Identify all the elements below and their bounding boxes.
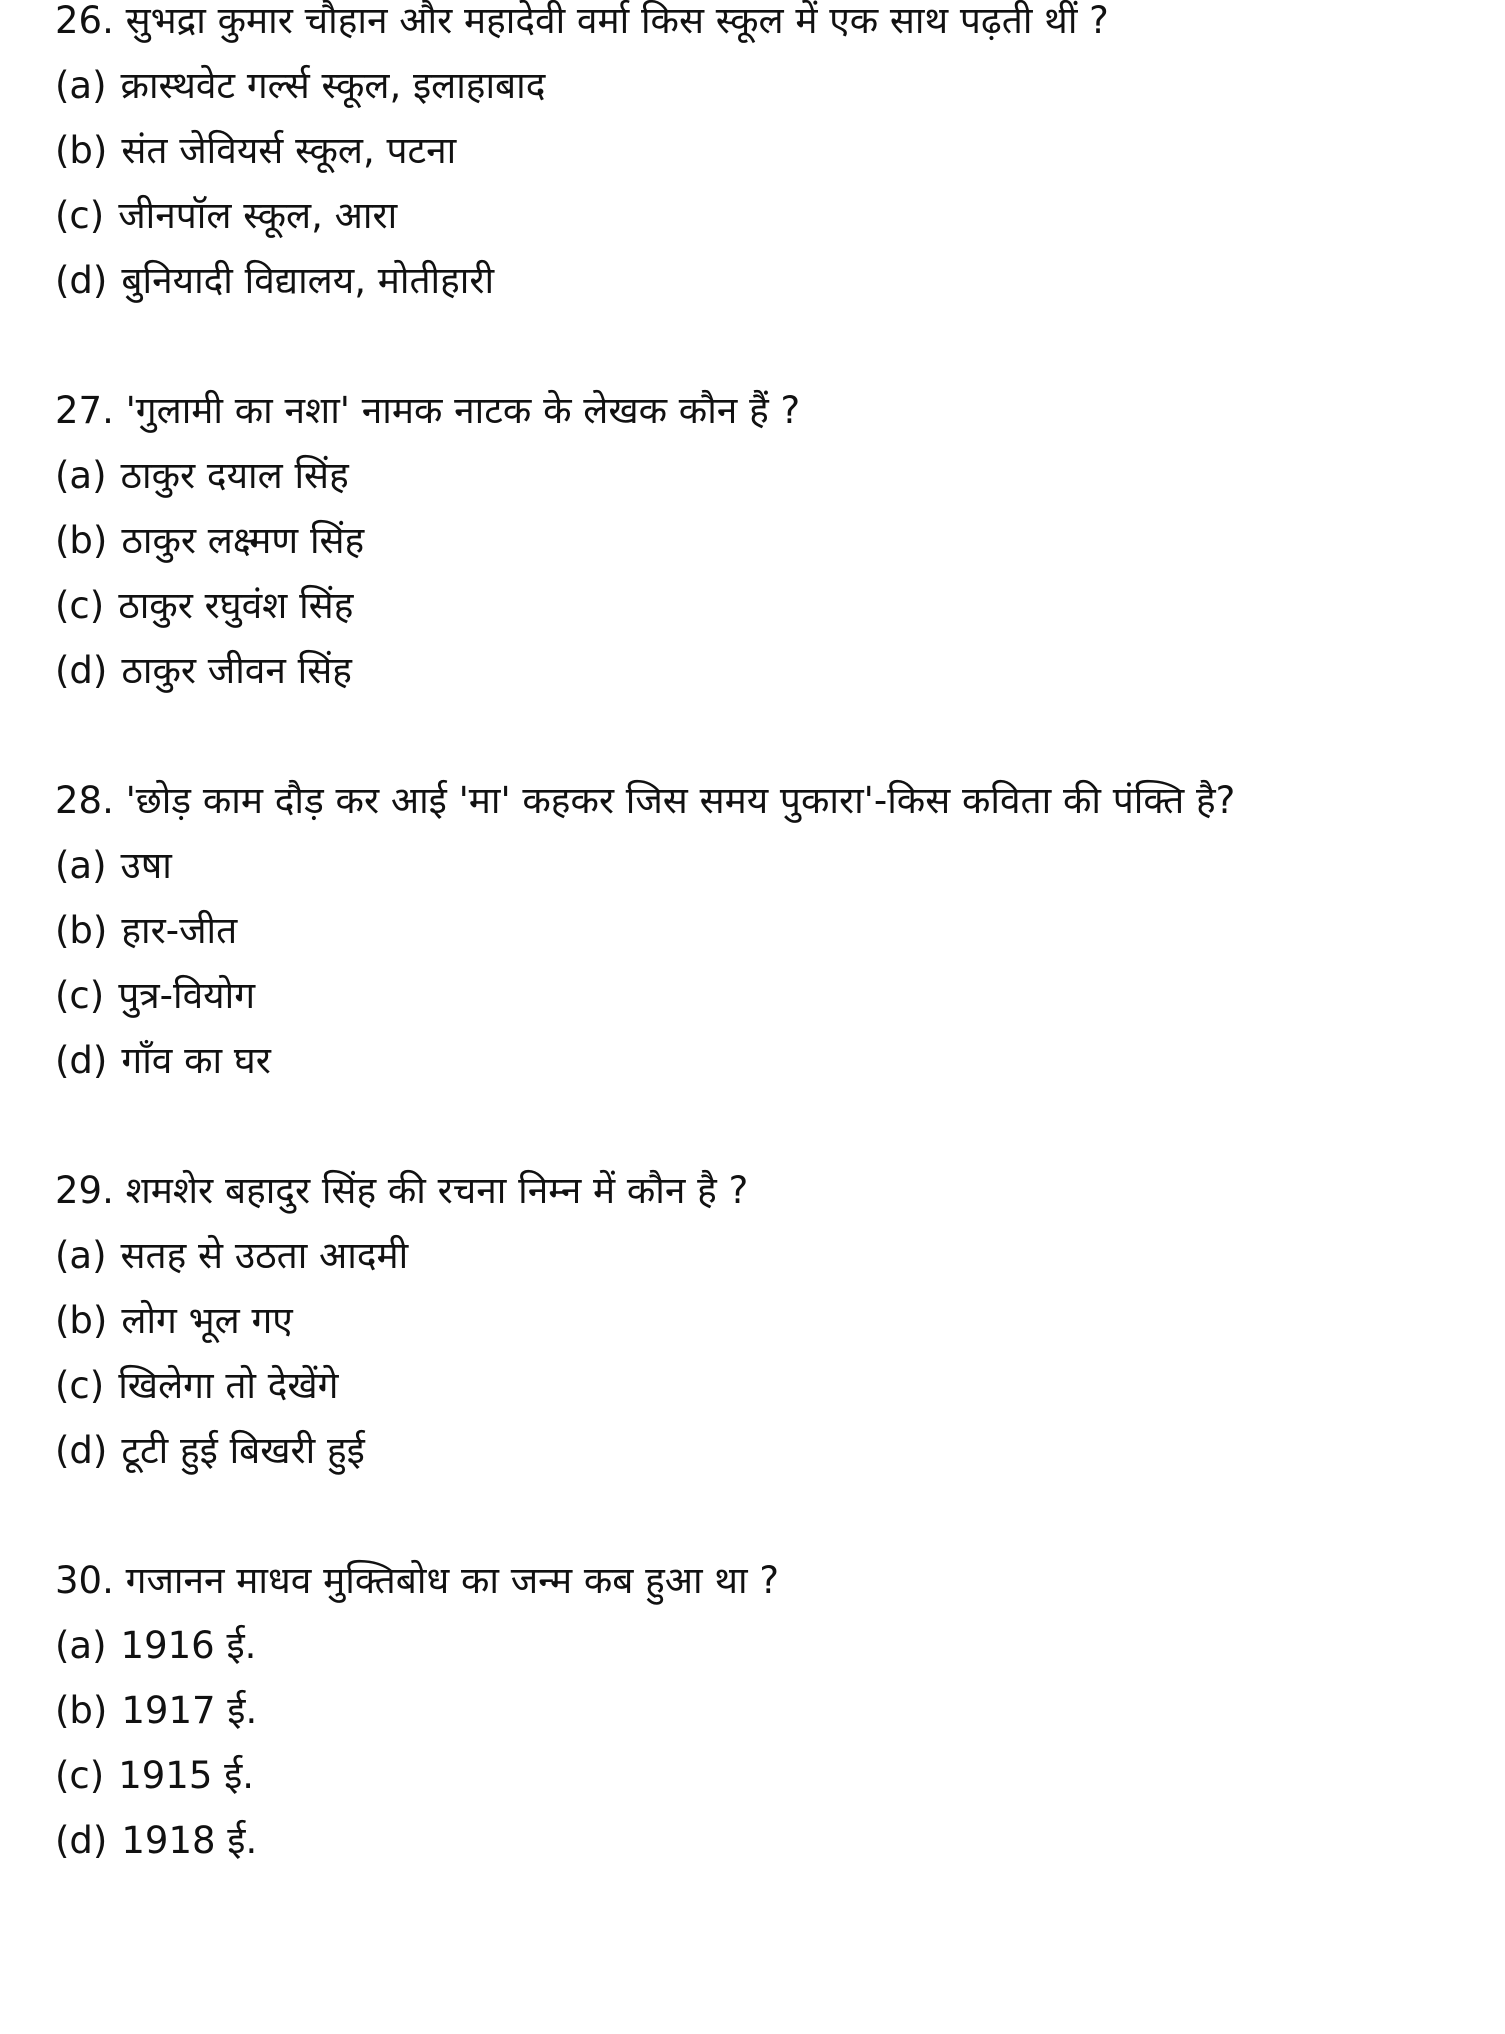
answer-option [55,1288,1455,1353]
option-label: (d) [55,1429,108,1472]
option-label: (b) [55,1299,108,1342]
option-label: (b) [55,909,108,952]
answer-option [55,1808,1455,1873]
question-block [55,768,1455,1093]
option-text: उषा [120,844,172,887]
question-text [55,1548,1455,1613]
answer-option [55,248,1455,313]
option-label: (d) [55,1819,108,1862]
option-text: 1918 ई. [121,1819,258,1862]
option-label: (a) [55,1234,107,1277]
question-number: 30. [55,1559,114,1602]
answer-option [55,53,1455,118]
question-text [55,0,1455,53]
option-label: (c) [55,194,105,237]
option-label: (c) [55,1754,105,1797]
question-text [55,1158,1455,1223]
answer-option [55,963,1455,1028]
option-label: (d) [55,649,108,692]
question-number: 28. [55,779,114,822]
option-text: खिलेगा तो देखेंगे [118,1364,339,1407]
question-number: 26. [55,0,114,42]
option-text: ठाकुर दयाल सिंह [120,454,349,497]
question-block [55,1548,1455,1873]
option-text: ठाकुर रघुवंश सिंह [118,584,354,627]
answer-option [55,183,1455,248]
option-text: 1917 ई. [121,1689,258,1732]
option-text: पुत्र-वियोग [118,974,256,1017]
option-label: (c) [55,974,105,1017]
option-text: हार-जीत [121,909,238,952]
answer-option [55,1028,1455,1093]
question-text [55,378,1455,443]
question-stem: 'छोड़ काम दौड़ कर आई 'मा' कहकर जिस समय पुकारा'-किस कविता की पंक्ति है? [125,779,1236,822]
answer-option [55,443,1455,508]
answer-option [55,1353,1455,1418]
answer-option [55,1678,1455,1743]
option-text: क्रास्थवेट गर्ल्स स्कूल, इलाहाबाद [120,64,546,107]
option-text: संत जेवियर्स स्कूल, पटना [121,129,457,172]
question-block [55,1158,1455,1483]
option-label: (b) [55,1689,108,1732]
answer-option [55,833,1455,898]
option-text: ठाकुर जीवन सिंह [121,649,352,692]
question-sheet [55,0,1455,1938]
answer-option [55,1613,1455,1678]
option-label: (c) [55,1364,105,1407]
answer-option [55,1223,1455,1288]
answer-option [55,638,1455,703]
answer-option [55,508,1455,573]
option-label: (d) [55,259,108,302]
option-label: (b) [55,519,108,562]
option-label: (b) [55,129,108,172]
question-stem: शमशेर बहादुर सिंह की रचना निम्न में कौन है ? [125,1169,749,1212]
option-text: 1915 ई. [118,1754,255,1797]
answer-option [55,573,1455,638]
answer-option [55,1418,1455,1483]
option-label: (a) [55,64,107,107]
option-text: टूटी हुई बिखरी हुई [121,1429,365,1472]
option-label: (a) [55,1624,107,1667]
question-block [55,378,1455,703]
question-stem: 'गुलामी का नशा' नामक नाटक के लेखक कौन हैं ? [125,389,801,432]
question-number: 27. [55,389,114,432]
option-label: (c) [55,584,105,627]
option-text: बुनियादी विद्यालय, मोतीहारी [121,259,495,302]
option-text: सतह से उठता आदमी [120,1234,409,1277]
answer-option [55,898,1455,963]
question-block [55,0,1455,313]
option-label: (a) [55,454,107,497]
option-text: गाँव का घर [121,1039,271,1082]
option-label: (a) [55,844,107,887]
option-text: लोग भूल गए [121,1299,293,1342]
option-text: 1916 ई. [120,1624,257,1667]
option-text: जीनपॉल स्कूल, आरा [118,194,398,237]
question-stem: गजानन माधव मुक्तिबोध का जन्म कब हुआ था ? [125,1559,779,1602]
option-text: ठाकुर लक्ष्मण सिंह [121,519,365,562]
question-number: 29. [55,1169,114,1212]
answer-option [55,118,1455,183]
question-text [55,768,1455,833]
question-stem: सुभद्रा कुमार चौहान और महादेवी वर्मा किस स्कूल में एक साथ पढ़ती थीं ? [125,0,1109,42]
answer-option [55,1743,1455,1808]
option-label: (d) [55,1039,108,1082]
